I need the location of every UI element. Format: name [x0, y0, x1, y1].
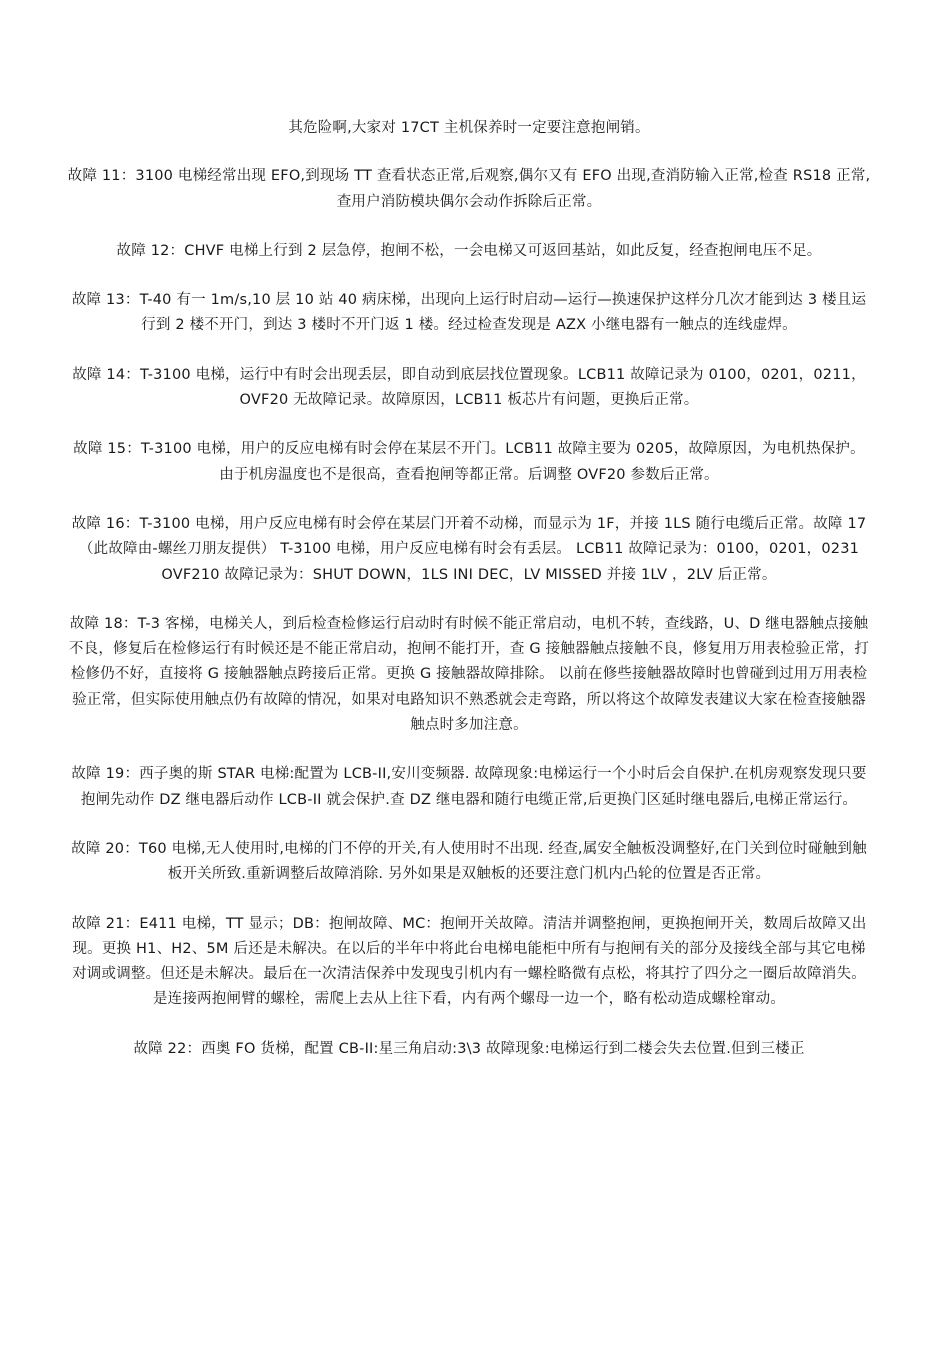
paragraph-fault-11: 故障 11：3100 电梯经常出现 EFO,到现场 TT 查看状态正常,后观察,偶尔又有 EFO 出现,查消防输入正常,检查 RS18 正常,查用户消防模块偶尔会动作拆除后正常。 — [67, 168, 871, 210]
paragraph-fault-12: 故障 12：CHVF 电梯上行到 2 层急停，抱闸不松，一会电梯又可返回基站，如此反复，经查抱闸电压不足。 — [116, 242, 822, 259]
paragraph-fault-14: 故障 14：T-3100 电梯，运行中有时会出现丢层，即自动到底层找位置现象。LCB11 故障记录为 0100，0201，0211，OVF20 无故障记录。故障原因，LCB11 板芯片有问题，更换后正常。 — [72, 366, 866, 409]
paragraph-fault-22: 故障 22：西奥 FO 货梯，配置 CB-II:星三角启动:3\3 故障现象:电梯运行到二楼会失去位置.但到三楼正 — [133, 1040, 805, 1057]
paragraph-intro: 其危险啊,大家对 17CT 主机保养时一定要注意抱闸销。 — [288, 120, 650, 136]
paragraph-fault-19: 故障 19：西子奥的斯 STAR 电梯:配置为 LCB-II,安川变频器. 故障现象:电梯运行一个小时后会自保护.在机房观察发现只要抱闸先动作 DZ 继电器后动作 LCB-II 就会保护.查 DZ 继电器和随行电缆正常,后更换门区延时继电器后,电梯正常运行。 — [71, 766, 867, 808]
paragraph-fault-18: 故障 18：T-3 客梯，电梯关人，到后检查检修运行启动时有时候不能正常启动，电机不转，查线路，U、D 继电器触点接触不良，修复后在检修运行有时候还是不能正常启动，抱闸不能打开，查 G 接触器触点接触不良，修复用万用表检验正常，打检修仍不好，直接将 G 接触器触点跨接后正常。更换 G 接触器故障排除。 以前在修些接触器故障时也曾碰到过用万用表检验正常，但实际使用触点仍有故障的情况，如果对电路知识不熟悉就会走弯路，所以将这个故障发表建议大家在检查接触器触点时多加注意。 — [68, 615, 870, 734]
paragraph-fault-20: 故障 20：T60 电梯,无人使用时,电梯的门不停的开关,有人使用时不出现. 经查,属安全触板没调整好,在门关到位时碰触到触板开关所致.重新调整后故障消除. 另外如果是双触板的还要注意门机内凸轮的位置是否正常。 — [71, 840, 867, 883]
paragraph-fault-16-17: 故障 16：T-3100 电梯，用户反应电梯有时会停在某层门开着不动梯，而显示为 1F，并接 1LS 随行电缆后正常。故障 17（此故障由-螺丝刀朋友提供） T-3100 电梯，用户反应电梯有时会有丢层。 LCB11 故障记录为：0100，0201，0231 OVF210 故障记录为：SHUT DOWN，1LS INI DEC，LV MISSED 并接 1LV ，2LV 后正常。 — [71, 515, 867, 583]
paragraph-fault-13: 故障 13：T-40 有一 1m/s,10 层 10 站 40 病床梯，出现向上运行时启动—运行—换速保护这样分几次才能到达 3 楼且运行到 2 楼不开门，到达 3 楼时不开门返 1 楼。经过检查发现是 AZX 小继电器有一触点的连线虚焊。 — [71, 292, 867, 334]
paragraph-fault-15: 故障 15：T-3100 电梯，用户的反应电梯有时会停在某层不开门。LCB11 故障主要为 0205，故障原因，为电机热保护。由于机房温度也不是很高，查看抱闸等都正常。后调整 OVF20 参数后正常。 — [73, 441, 865, 483]
document-page — [66, 116, 872, 1062]
paragraph-fault-21: 故障 21：E411 电梯，TT 显示；DB：抱闸故障、MC：抱闸开关故障。清洁并调整抱闸，更换抱闸开关，数周后故障又出现。更换 H1、H2、5M 后还是未解决。在以后的半年中将此台电梯电能柜中所有与抱闸有关的部分及接线全部与其它电梯对调或调整。但还是未解决。最后在一次清洁保养中发现曳引机内有一螺栓略微有点松，将其拧了四分之一圈后故障消失。是连接两抱闸臂的螺栓，需爬上去从上往下看，内有两个螺母一边一个，略有松动造成螺栓窜动。 — [71, 915, 867, 1008]
